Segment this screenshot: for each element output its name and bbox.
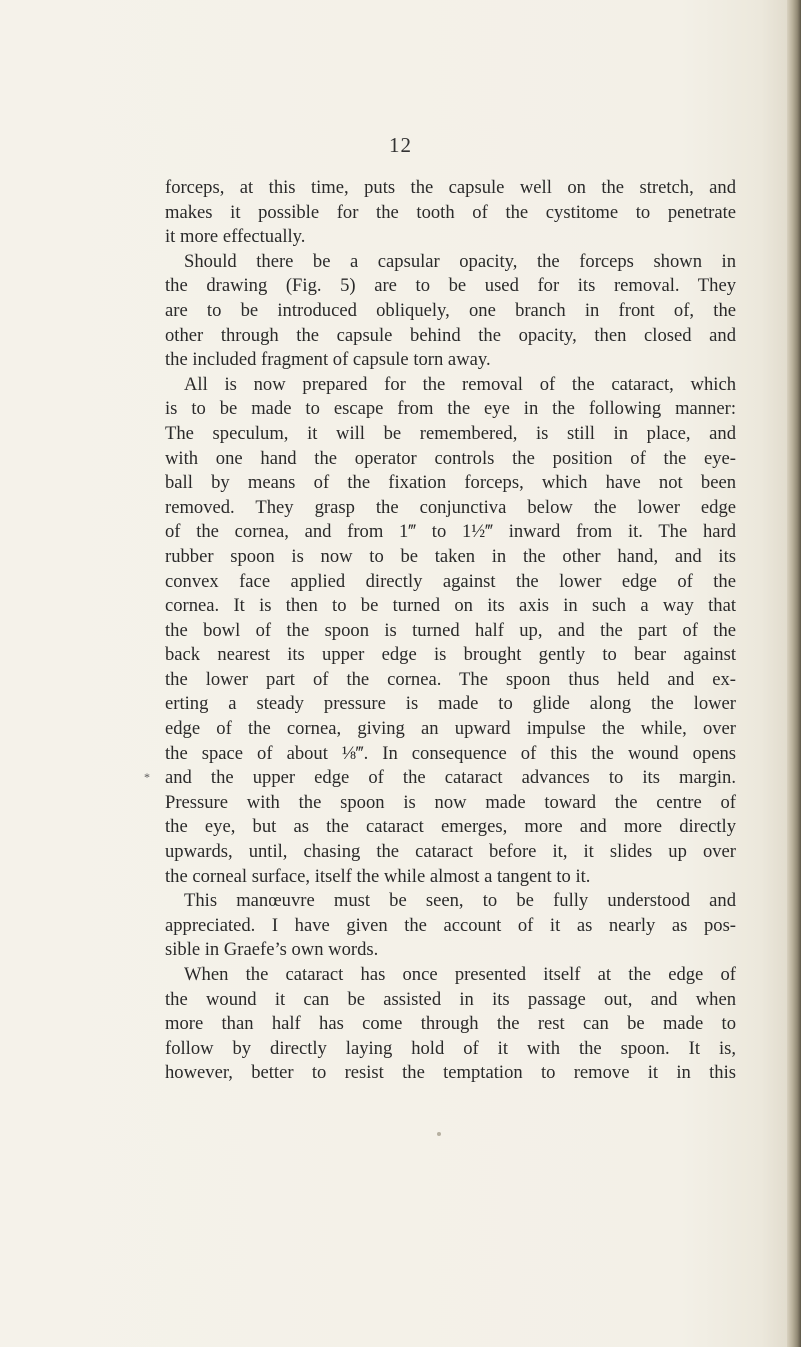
text-line: the eye, but as the cataract emerges, more and more directly: [165, 816, 736, 838]
text-line: erting a steady pressure is made to glide along the lower: [165, 693, 736, 715]
text-line: Should there be a capsular opacity, the forceps shown in: [184, 250, 736, 272]
text-line: When the cataract has once presented itself at the edge of: [184, 964, 736, 985]
book-spine-edge: [787, 0, 801, 1347]
text-line: edge of the cornea, giving an upward impulse the while, over: [165, 718, 736, 740]
text-line: convex face applied directly against the lower edge of the: [165, 570, 736, 592]
text-line: removed. They grasp the conjunctiva below the lower edge: [165, 496, 736, 518]
text-line: Pressure with the spoon is now made toward the centre of: [165, 791, 736, 813]
text-line: other through the capsule behind the opacity, then closed and: [165, 324, 736, 346]
text-line: the space of about ⅛‴. In consequence of this the wound opens: [165, 742, 736, 764]
text-line: The speculum, it will be remembered, is still in place, and: [165, 422, 736, 444]
text-line: ball by means of the fixation forceps, which have not been: [165, 472, 736, 494]
text-line: it more effectually.: [165, 226, 306, 248]
text-line: appreciated. I have given the account of it as nearly as pos-: [165, 914, 736, 936]
text-line: makes it possible for the tooth of the cystitome to penetrate: [165, 201, 736, 223]
text-line: follow by directly laying hold of it with the spoon. It is,: [165, 1037, 736, 1059]
text-line: and the upper edge of the cataract advances to its margin.: [165, 767, 736, 789]
text-line: cornea. It is then to be turned on its axis in such a way that: [165, 595, 736, 617]
text-line: of the cornea, and from 1‴ to 1½‴ inward from it. The hard: [165, 521, 736, 543]
text-line: upwards, until, chasing the cataract before it, it slides up over: [165, 841, 736, 863]
body-text: [165, 176, 736, 1086]
text-line: the drawing (Fig. 5) are to be used for its removal. They: [165, 275, 736, 297]
text-line: more than half has come through the rest can be made to: [165, 1013, 736, 1035]
text-line: the corneal surface, itself the while almost a tangent to it.: [165, 865, 591, 887]
text-line: the wound it can be assisted in its passage out, and when: [165, 988, 736, 1010]
text-line: the included fragment of capsule torn away.: [165, 349, 491, 371]
paper-smudge: [437, 1132, 441, 1136]
page-number: 12: [389, 133, 412, 157]
text-line: however, better to resist the temptation to remove it in this: [165, 1062, 736, 1084]
margin-mark: *: [144, 770, 150, 784]
text-line: rubber spoon is now to be taken in the other hand, and its: [165, 545, 736, 567]
text-line: the bowl of the spoon is turned half up, and the part of the: [165, 619, 736, 641]
text-line: back nearest its upper edge is brought gently to bear against: [165, 644, 736, 666]
text-line: with one hand the operator controls the position of the eye-: [165, 447, 736, 469]
text-line: are to be introduced obliquely, one branch in front of, the: [165, 299, 736, 321]
text-line: forceps, at this time, puts the capsule well on the stretch, and: [165, 177, 736, 198]
text-line: is to be made to escape from the eye in the following manner:: [165, 398, 736, 420]
text-line: All is now prepared for the removal of the cataract, which: [184, 373, 736, 395]
text-line: the lower part of the cornea. The spoon thus held and ex-: [165, 668, 736, 690]
text-line: sible in Graefe’s own words.: [165, 939, 379, 961]
text-line: This manœuvre must be seen, to be fully understood and: [184, 890, 736, 912]
